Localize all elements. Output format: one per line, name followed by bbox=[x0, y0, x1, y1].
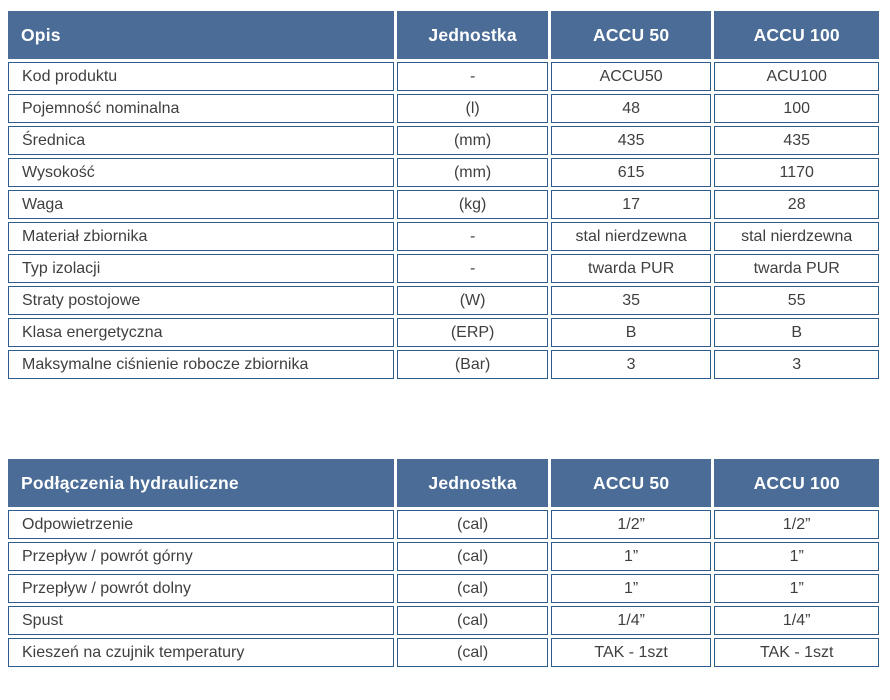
value-cell: 1/4” bbox=[551, 606, 712, 635]
table-row bbox=[8, 638, 879, 667]
table-row bbox=[8, 190, 879, 219]
value-cell: (ERP) bbox=[397, 318, 548, 347]
table-row bbox=[8, 318, 879, 347]
value-cell: 28 bbox=[714, 190, 879, 219]
row-label-cell: Maksymalne ciśnienie robocze zbiornika bbox=[8, 350, 394, 379]
value-cell: 3 bbox=[714, 350, 879, 379]
value-cell: (cal) bbox=[397, 638, 548, 667]
row-label-cell: Materiał zbiornika bbox=[8, 222, 394, 251]
table-row bbox=[8, 94, 879, 123]
value-cell: 1” bbox=[551, 574, 712, 603]
value-cell: 1” bbox=[714, 574, 879, 603]
value-cell: B bbox=[714, 318, 879, 347]
value-cell: (mm) bbox=[397, 126, 548, 155]
row-label-cell: Wysokość bbox=[8, 158, 394, 187]
value-cell: 1/2” bbox=[551, 510, 712, 539]
row-label-cell: Waga bbox=[8, 190, 394, 219]
value-cell: 48 bbox=[551, 94, 712, 123]
value-cell: 3 bbox=[551, 350, 712, 379]
column-header-1: Jednostka bbox=[397, 11, 548, 59]
value-cell: B bbox=[551, 318, 712, 347]
table-row bbox=[8, 510, 879, 539]
value-cell: TAK - 1szt bbox=[714, 638, 879, 667]
row-label-cell: Typ izolacji bbox=[8, 254, 394, 283]
value-cell: 1170 bbox=[714, 158, 879, 187]
value-cell: 435 bbox=[551, 126, 712, 155]
column-header-3: ACCU 100 bbox=[714, 459, 879, 507]
value-cell: (cal) bbox=[397, 510, 548, 539]
table-row bbox=[8, 542, 879, 571]
table-row bbox=[8, 350, 879, 379]
value-cell: stal nierdzewna bbox=[714, 222, 879, 251]
row-label-cell: Przepływ / powrót górny bbox=[8, 542, 394, 571]
row-label-cell: Spust bbox=[8, 606, 394, 635]
table-row bbox=[8, 286, 879, 315]
value-cell: ACCU50 bbox=[551, 62, 712, 91]
column-header-1: Jednostka bbox=[397, 459, 548, 507]
value-cell: 100 bbox=[714, 94, 879, 123]
column-header-2: ACCU 50 bbox=[551, 459, 712, 507]
value-cell: 1” bbox=[551, 542, 712, 571]
row-label-cell: Odpowietrzenie bbox=[8, 510, 394, 539]
table-row bbox=[8, 606, 879, 635]
row-label-cell: Kod produktu bbox=[8, 62, 394, 91]
column-header-2: ACCU 50 bbox=[551, 11, 712, 59]
spec-table-general bbox=[5, 8, 882, 382]
table-body bbox=[8, 510, 879, 667]
value-cell: (Bar) bbox=[397, 350, 548, 379]
table-row bbox=[8, 254, 879, 283]
row-label-cell: Straty postojowe bbox=[8, 286, 394, 315]
row-label-cell: Kieszeń na czujnik temperatury bbox=[8, 638, 394, 667]
value-cell: (W) bbox=[397, 286, 548, 315]
value-cell: twarda PUR bbox=[714, 254, 879, 283]
value-cell: - bbox=[397, 222, 548, 251]
value-cell: 1/4” bbox=[714, 606, 879, 635]
value-cell: (kg) bbox=[397, 190, 548, 219]
value-cell: 17 bbox=[551, 190, 712, 219]
value-cell: ACU100 bbox=[714, 62, 879, 91]
value-cell: stal nierdzewna bbox=[551, 222, 712, 251]
value-cell: 615 bbox=[551, 158, 712, 187]
table-row bbox=[8, 62, 879, 91]
value-cell: (l) bbox=[397, 94, 548, 123]
table-body bbox=[8, 62, 879, 379]
value-cell: twarda PUR bbox=[551, 254, 712, 283]
table-header bbox=[8, 11, 879, 59]
value-cell: - bbox=[397, 254, 548, 283]
value-cell: 1/2” bbox=[714, 510, 879, 539]
table-header-row bbox=[8, 11, 879, 59]
table-header-row bbox=[8, 459, 879, 507]
spec-table-hydraulic-connections bbox=[5, 456, 882, 670]
value-cell: 35 bbox=[551, 286, 712, 315]
row-label-cell: Pojemność nominalna bbox=[8, 94, 394, 123]
table-row bbox=[8, 574, 879, 603]
table-row bbox=[8, 222, 879, 251]
column-header-0: Opis bbox=[8, 11, 394, 59]
table-row bbox=[8, 158, 879, 187]
column-header-3: ACCU 100 bbox=[714, 11, 879, 59]
value-cell: (cal) bbox=[397, 574, 548, 603]
value-cell: - bbox=[397, 62, 548, 91]
table-header bbox=[8, 459, 879, 507]
row-label-cell: Klasa energetyczna bbox=[8, 318, 394, 347]
table-row bbox=[8, 126, 879, 155]
column-header-0: Podłączenia hydrauliczne bbox=[8, 459, 394, 507]
value-cell: (cal) bbox=[397, 542, 548, 571]
value-cell: 55 bbox=[714, 286, 879, 315]
value-cell: (mm) bbox=[397, 158, 548, 187]
value-cell: 435 bbox=[714, 126, 879, 155]
value-cell: (cal) bbox=[397, 606, 548, 635]
value-cell: TAK - 1szt bbox=[551, 638, 712, 667]
row-label-cell: Przepływ / powrót dolny bbox=[8, 574, 394, 603]
value-cell: 1” bbox=[714, 542, 879, 571]
row-label-cell: Średnica bbox=[8, 126, 394, 155]
